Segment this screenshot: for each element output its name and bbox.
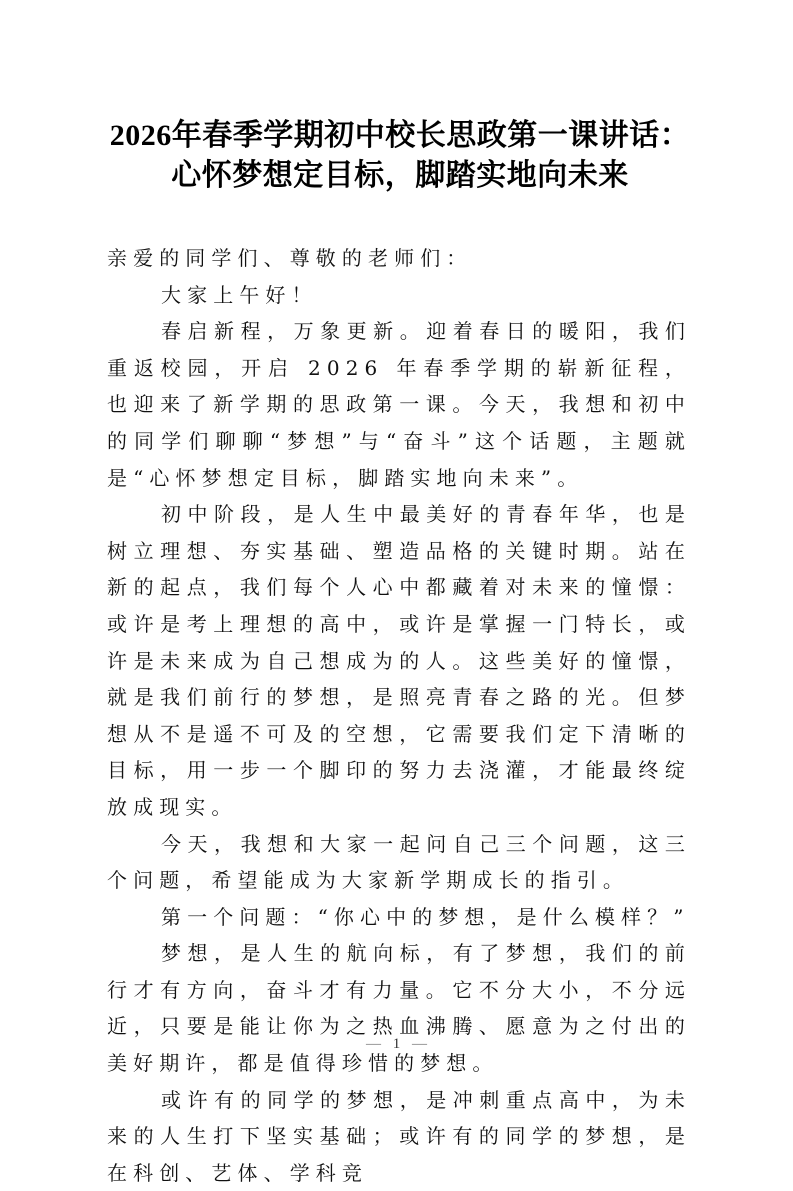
paragraph-three-questions: 今天，我想和大家一起问自己三个问题，这三个问题，希望能成为大家新学期成长的指引。 (107, 831, 691, 893)
page-dash-right: — (412, 1036, 427, 1052)
paragraph-greeting: 大家上午好！ (161, 282, 318, 307)
document-title (100, 116, 700, 196)
paragraph-intro: 春启新程，万象更新。迎着春日的暖阳，我们重返校园，开启 2026 年春季学期的崭新征程，也迎来了新学期的思政第一课。今天，我想和初中的同学们聊聊“梦想”与“奋斗”这个话题，主题就是“心怀梦想定目标，脚踏实地向未来”。 (107, 319, 691, 490)
title-line-2: 心怀梦想定目标，脚踏实地向未来 (171, 159, 629, 192)
page-footer (0, 1036, 793, 1053)
paragraph-junior-high: 初中阶段，是人生中最美好的青春年华，也是树立理想、夯实基础、塑造品格的关键时期。站在新的起点，我们每个人心中都藏着对未来的憧憬：或许是考上理想的高中，或许是掌握一门特长，或许是未来成为自己想成为的人。这些美好的憧憬，就是我们前行的梦想，是照亮青春之路的光。但梦想从不是遥不可及的空想，它需要我们定下清晰的目标，用一步一个脚印的努力去浇灌，才能最终绽放成现实。 (107, 502, 691, 819)
paragraph-dream: 梦想，是人生的航向标，有了梦想，我们的前行才有方向，奋斗才有力量。它不分大小，不分远近，只要是能让你为之热血沸腾、愿意为之付出的美好期许，都是值得珍惜的梦想。 (107, 941, 691, 1076)
salutation: 亲爱的同学们、尊敬的老师们： (107, 246, 473, 270)
page-dash-left: — (366, 1036, 381, 1052)
title-line-1: 2026年春季学期初中校长思政第一课讲话： (109, 119, 691, 152)
page-number: 1 (392, 1036, 401, 1052)
paragraph-question-one: 第一个问题：“你心中的梦想，是什么模样？” (161, 904, 690, 929)
paragraph-examples: 或许有的同学的梦想，是冲刺重点高中，为未来的人生打下坚实基础；或许有的同学的梦想，是在科创、艺体、学科竞 (107, 1087, 691, 1185)
